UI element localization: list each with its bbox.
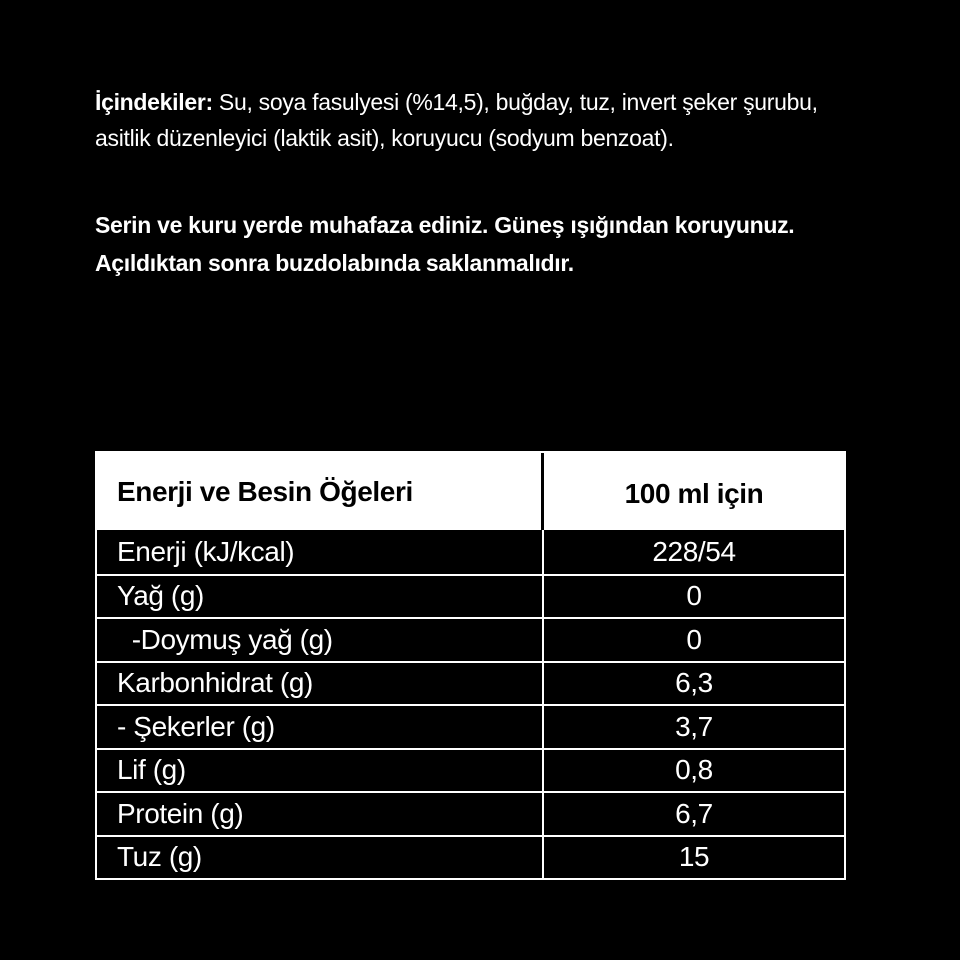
nutrient-value: 6,7 xyxy=(675,797,713,829)
table-row-fiber xyxy=(97,748,844,792)
header-nutrient-column: Enerji ve Besin Öğeleri xyxy=(97,453,544,530)
nutrient-name: Enerji (kJ/kcal) xyxy=(97,530,544,574)
nutrient-name: Karbonhidrat (g) xyxy=(97,663,544,705)
nutrient-value: 3,7 xyxy=(675,710,713,742)
storage-line-2: Açıldıktan sonra buzdolabında saklanmalıdır. xyxy=(95,250,574,276)
table-row-protein xyxy=(97,791,844,835)
ingredients-paragraph xyxy=(95,84,875,156)
nutrient-name: - Şekerler (g) xyxy=(97,706,544,748)
nutrient-value: 6,3 xyxy=(675,667,713,699)
nutrient-value: 0 xyxy=(686,623,702,655)
table-row-carbohydrate xyxy=(97,661,844,705)
table-row-sugars xyxy=(97,704,844,748)
nutrition-table xyxy=(95,451,846,880)
table-row-saturated-fat xyxy=(97,617,844,661)
table-row-fat xyxy=(97,574,844,618)
storage-line-1: Serin ve kuru yerde muhafaza ediniz. Güneş ışığından koruyunuz. xyxy=(95,212,795,238)
nutrient-name: Yağ (g) xyxy=(97,576,544,618)
nutrient-name: Lif (g) xyxy=(97,750,544,792)
table-row-energy xyxy=(97,530,844,574)
nutrient-value: 228/54 xyxy=(652,535,736,567)
nutrient-value: 0 xyxy=(686,580,702,612)
nutrient-value: 15 xyxy=(678,841,710,873)
nutrient-value: 0,8 xyxy=(675,754,713,786)
nutrition-table-header xyxy=(97,453,844,530)
header-per-100ml-column: 100 ml için xyxy=(624,477,764,509)
nutrient-name: Tuz (g) xyxy=(97,837,544,879)
nutrient-name: Protein (g) xyxy=(97,793,544,835)
storage-instructions xyxy=(95,206,875,282)
table-row-salt xyxy=(97,835,844,879)
ingredients-label: İçindekiler: xyxy=(95,89,213,115)
ingredients-text: Su, soya fasulyesi (%14,5), buğday, tuz, invert şeker şurubu, asitlik düzenleyici (laktik asit), koruyucu (sodyum benzoat). xyxy=(95,89,818,151)
nutrient-name: -Doymuş yağ (g) xyxy=(97,619,544,661)
nutrition-table-body xyxy=(97,530,844,878)
